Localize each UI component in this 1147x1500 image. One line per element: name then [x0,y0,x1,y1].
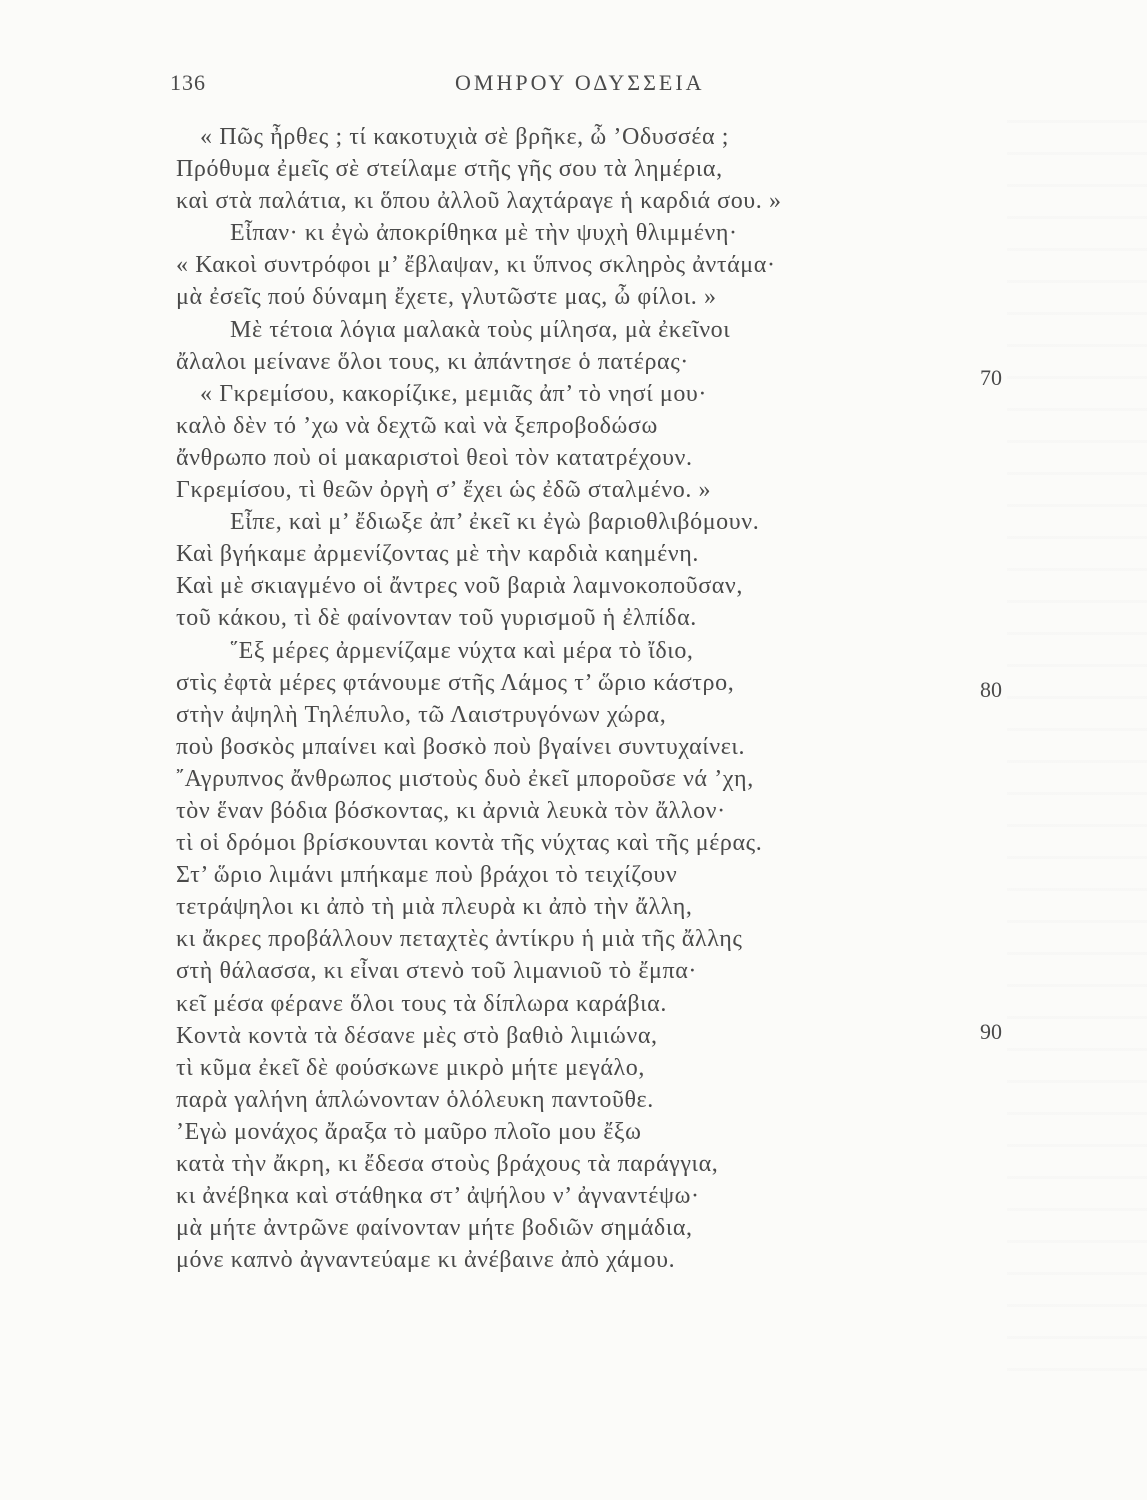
verse-line: τοῦ κάκου, τὶ δὲ φαίνονταν τοῦ γυρισμοῦ ἡ ἐλπίδα. [176,605,697,632]
verse-line: τὶ κῦμα ἐκεῖ δὲ φούσκωνε μικρὸ μήτε μεγάλο, [176,1054,645,1081]
verse-line: Καὶ μὲ σκιαγμένο οἱ ἄντρες νοῦ βαριὰ λαμνοκοποῦσαν, [176,573,743,600]
running-title: ΟΜΗΡΟΥ ΟΔΥΣΣΕΙΑ [455,70,705,95]
verse-line: καλὸ δὲν τό ’χω νὰ δεχτῶ καὶ νὰ ξεπροβοδώσω [176,412,658,439]
verse-line: Καὶ βγήκαμε ἀρμενίζοντας μὲ τὴν καρδιὰ καημένη. [176,541,699,568]
verse-line: στὴ θάλασσα, κι εἶναι στενὸ τοῦ λιμανιοῦ τὸ ἔμπα· [176,958,697,985]
verse-line: Κοντὰ κοντὰ τὰ δέσανε μὲς στὸ βαθιὸ λιμιώνα, [176,1022,658,1049]
verse-line: Εἶπε, καὶ μ’ ἔδιωξε ἀπ’ ἐκεῖ κι ἐγὼ βαριοθλιβόμουν. [230,509,760,536]
verse-line: Εἶπαν· κι ἐγὼ ἀποκρίθηκα μὲ τὴν ψυχὴ θλιμμένη· [230,220,738,247]
line-number: 70 [980,365,1002,390]
verse-line: ῎Αγρυπνος ἄνθρωπος μιστοὺς δυὸ ἐκεῖ μποροῦσε νά ’χη, [176,765,754,792]
line-number: 80 [980,677,1002,702]
verse-line: Μὲ τέτοια λόγια μαλακὰ τοὺς μίλησα, μὰ ἐκεῖνοι [230,316,731,343]
page-number: 136 [170,70,206,95]
verse-line: κατὰ τὴν ἄκρη, κι ἔδεσα στοὺς βράχους τὰ παράγγια, [176,1151,719,1177]
verse-line: μόνε καπνὸ ἀγναντεύαμε κι ἀνέβαινε ἀπὸ χάμου. [176,1247,676,1274]
verse-line: κεῖ μέσα φέρανε ὅλοι τους τὰ δίπλωρα καράβια. [176,990,667,1017]
verse-line: « Κακοὶ συντρόφοι μ’ ἔβλαψαν, κι ὕπνος σκληρὸς ἀντάμα· [176,252,776,279]
verse-line: κι ἀνέβηκα καὶ στάθηκα στ’ ἀψήλου ν’ ἀγναντέψω· [176,1183,700,1210]
verse-line: καὶ στὰ παλάτια, κι ὅπου ἀλλοῦ λαχτάραγε ἡ καρδιά σου. » [176,188,782,215]
verse-line: ῞Εξ μέρες ἀρμενίζαμε νύχτα καὶ μέρα τὸ ἴδιο, [230,637,694,664]
verse-line: Πρόθυμα ἐμεῖς σὲ στείλαμε στῆς γῆς σου τὰ λημέρια, [176,156,723,183]
verse-line: μὰ μήτε ἀντρῶνε φαίνονταν μήτε βοδιῶν σημάδια, [176,1215,693,1242]
verse-line: τὸν ἕναν βόδια βόσκοντας, κι ἀρνιὰ λευκὰ τὸν ἄλλον· [176,797,726,824]
verse-line: ’Εγὼ μονάχος ἄραξα τὸ μαῦρο πλοῖο μου ἔξω [176,1118,642,1145]
verse-line: ἄλαλοι μείνανε ὅλοι τους, κι ἀπάντησε ὁ πατέρας· [176,348,689,375]
verse-line: στὶς ἐφτὰ μέρες φτάνουμε στῆς Λάμος τ’ ὥριο κάστρο, [176,669,735,696]
bleed-through-text [1007,120,1147,1380]
verse-line: τετράψηλοι κι ἀπὸ τὴ μιὰ πλευρὰ κι ἀπὸ τὴν ἄλλη, [176,894,693,921]
verse-line: κι ἄκρες προβάλλουν πεταχτὲς ἀντίκρυ ἡ μιὰ τῆς ἄλλης [176,926,743,953]
poem-text [176,121,896,1276]
verse-line: « Γκρεμίσου, κακορίζικε, μεμιᾶς ἀπ’ τὸ νησί μου· [200,380,708,407]
verse-line: παρὰ γαλήνη ἁπλώνονταν ὁλόλευκη παντοῦθε. [176,1086,654,1113]
verse-line: « Πῶς ἦρθες ; τί κακοτυχιὰ σὲ βρῆκε, ὦ ’Οδυσσέα ; [200,124,730,150]
verse-line: τὶ οἱ δρόμοι βρίσκουνται κοντὰ τῆς νύχτας καὶ τῆς μέρας. [176,830,763,857]
verse-line: μὰ ἐσεῖς πού δύναμη ἔχετε, γλυτῶστε μας, ὦ φίλοι. » [176,284,717,311]
verse-line: Γκρεμίσου, τὶ θεῶν ὀργὴ σ’ ἔχει ὡς ἐδῶ σταλμένο. » [176,477,712,504]
verse-line: ποὺ βοσκὸς μπαίνει καὶ βοσκὸ ποὺ βγαίνει συντυχαίνει. [176,733,746,760]
line-number: 90 [980,1019,1002,1044]
verse-line: ἄνθρωπο ποὺ οἱ μακαριστοὶ θεοὶ τὸν κατατρέχουν. [176,444,693,471]
verse-line: στὴν ἀψηλὴ Τηλέπυλο, τῶ Λαιστρυγόνων χώρα, [176,701,667,728]
verse-line: Στ’ ὥριο λιμάνι μπήκαμε ποὺ βράχοι τὸ τειχίζουν [176,862,678,889]
